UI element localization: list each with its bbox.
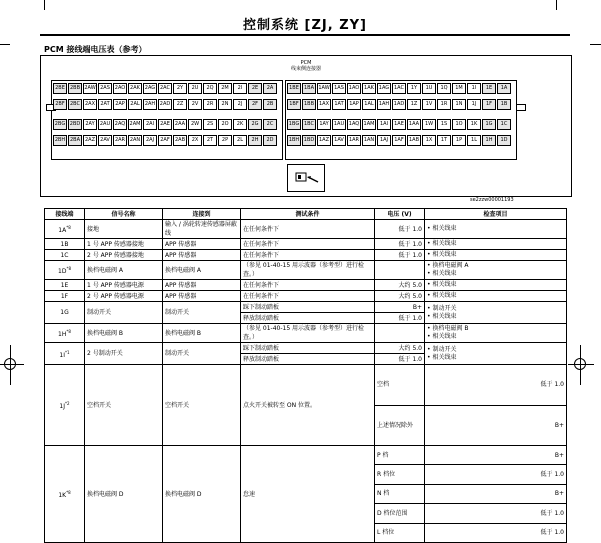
connected-to-cell: 换档电磁阀 D: [163, 446, 241, 543]
registration-mark: [4, 358, 16, 370]
connector-pin: 1AJ: [377, 135, 391, 146]
inspection-item: • 相关线束: [427, 225, 457, 232]
terminal-footnote: *1: [65, 349, 70, 355]
inspection-cell: [425, 302, 567, 324]
connector-pin: 2AT: [98, 99, 112, 110]
connector-pin: 1BA: [302, 83, 316, 94]
signal-cell: 接地: [85, 220, 163, 239]
condition-cell: 在任何条件下: [241, 239, 375, 250]
voltage-cell: 低于 1.0: [375, 313, 425, 324]
signal-cell: 空档开关: [85, 365, 163, 446]
connector-pin: 2AV: [98, 135, 112, 146]
connector-pin: 2Q: [203, 83, 217, 94]
connector-pin: 2E: [248, 83, 262, 94]
voltage-cell: 低于 1.0: [425, 465, 567, 484]
connector-pin: 1Z: [407, 99, 421, 110]
connector-pin: 2AU: [98, 119, 112, 130]
connector-pin: 1C: [497, 119, 511, 130]
connector-pin: 1AP: [347, 99, 361, 110]
table-row: [45, 343, 567, 354]
connector-pin: 2AZ: [83, 135, 97, 146]
condition-cell: 释放制动踏板: [241, 313, 375, 324]
page-title: 控制系统 [ZJ, ZY]: [243, 18, 367, 33]
connector-pin: 1U: [422, 83, 436, 94]
inspection-item: • 换档电磁阀 B: [427, 325, 469, 332]
connector-pin: 1BG: [287, 119, 301, 130]
terminal-footnote: *8: [66, 329, 71, 334]
connector-pin: 2P: [218, 135, 232, 146]
header-voltage: 电压 (V): [375, 209, 425, 220]
table-row: [45, 302, 567, 313]
connector-pin: 2AP: [113, 99, 127, 110]
terminal-id: 1F: [60, 292, 69, 300]
connected-to-cell: 换档电磁阀 B: [163, 324, 241, 343]
inspection-item: • 相关线束: [427, 292, 457, 299]
inspection-item-text: 制动开关: [432, 304, 457, 312]
connector-pin: 1BB: [302, 99, 316, 110]
voltage-cell: 低于 1.0: [425, 365, 567, 406]
connector-pin: 1AZ: [317, 135, 331, 146]
table-row: [45, 280, 567, 291]
connector-pin: 1X: [422, 135, 436, 146]
inspection-cell: [425, 261, 567, 280]
inspection-item: • 换档电磁阀 A: [427, 262, 469, 269]
connector-pin: 2G: [248, 119, 262, 130]
connector-pin: 1P: [452, 135, 466, 146]
crop-mark: [556, 0, 557, 10]
terminal-footnote: *8: [66, 225, 71, 230]
connector-pin: 2AW: [83, 83, 97, 94]
connector-pin: 2J: [233, 99, 247, 110]
connector-pin: 2AC: [158, 83, 172, 94]
signal-cell: 换档电磁阀 A: [85, 261, 163, 280]
inspection-item-text: 相关线束: [432, 270, 457, 277]
voltage-cell: [375, 324, 425, 343]
voltage-cell: B+: [425, 446, 567, 465]
connector-pin: 1A: [497, 83, 511, 94]
connector-pin: 2BA: [68, 135, 82, 146]
connector-pin: 2AL: [128, 99, 142, 110]
connector-pin: 2V: [188, 99, 202, 110]
terminal-id: 1I: [59, 351, 66, 359]
terminal-cell: [45, 343, 85, 365]
header-test-condition: 测试条件: [241, 209, 375, 220]
connector-pin: 2AJ: [143, 135, 157, 146]
terminal-id: 1A: [58, 227, 67, 234]
figure-code: se2zzw00001193: [470, 197, 514, 203]
terminal-id: 1G: [60, 309, 69, 316]
connector-pin: 1B: [497, 99, 511, 110]
header-terminal: 接线端: [45, 209, 85, 220]
connector-pin: 2T: [203, 135, 217, 146]
connected-to-cell: 制动开关: [163, 302, 241, 324]
table-header-row: [45, 209, 567, 220]
signal-cell: 2 号制动开关: [85, 343, 163, 365]
signal-cell: 换档电磁阀 B: [85, 324, 163, 343]
inspection-item-text: 制动开关: [432, 345, 457, 353]
inspection-item: • 制动开关: [427, 304, 457, 312]
signal-cell: 1 号 APP 传感器电源: [85, 280, 163, 291]
connector-pin: 1I: [467, 83, 481, 94]
connector-pin: 1M: [452, 83, 466, 94]
connector-pin: 2BD: [68, 119, 82, 130]
main-condition-cell: 点火开关被转至 ON 位置。: [241, 365, 375, 446]
terminal-cell: [45, 446, 85, 543]
connector-pin: 2AI: [143, 119, 157, 130]
condition-cell: 踩下制动踏板: [241, 302, 375, 313]
inspection-item: • 相关线束: [427, 281, 457, 288]
terminal-id: 1J: [59, 403, 66, 410]
connector-pin: 1G: [482, 119, 496, 130]
terminal-footnote: *8: [66, 266, 71, 271]
inspection-cell: [425, 324, 567, 343]
terminal-id: 1H: [58, 331, 67, 338]
inspection-item-text: 相关线束: [432, 292, 457, 299]
inspection-item: • 相关线束: [427, 270, 457, 277]
connector-pin: 1T: [437, 135, 451, 146]
connector-pin: 1AY: [317, 119, 331, 130]
terminal-id: 1C: [60, 251, 69, 259]
voltage-cell: 低于 1.0: [375, 250, 425, 261]
registration-mark: [574, 358, 586, 370]
voltage-cell: 大约 5.0: [375, 280, 425, 291]
condition-cell: （参见 01-40-15 用示波器（参考型）进行检查。）: [241, 324, 375, 343]
connector-pin: 1BE: [287, 83, 301, 94]
section-title: PCM 接线端电压表（参考）: [44, 45, 147, 54]
inspection-cell: [425, 220, 567, 239]
voltage-cell: 低于 1.0: [425, 504, 567, 523]
voltage-cell: B+: [425, 484, 567, 503]
connector-pin: 2BE: [53, 83, 67, 94]
inspection-item-text: 相关线束: [432, 281, 457, 288]
connector-pin: 1K: [467, 119, 481, 130]
crop-mark: [590, 44, 601, 45]
inspection-item-text: 相关线束: [432, 240, 457, 247]
connected-to-cell: APP 传感器: [163, 280, 241, 291]
connector-pin: 2AE: [158, 119, 172, 130]
connector-pin: 2AK: [128, 83, 142, 94]
connector-pin: 1Y: [407, 83, 421, 94]
connector-pin: 2AQ: [113, 119, 127, 130]
inspection-item-text: 换档电磁阀 A: [432, 262, 469, 269]
signal-cell: 1 号 APP 传感器接地: [85, 239, 163, 250]
connector-pin: 2AY: [83, 119, 97, 130]
sub-condition-cell: N 档: [375, 484, 425, 503]
connector-pin: 1AG: [377, 83, 391, 94]
connector-pin: 2W: [188, 119, 202, 130]
connector-pin: 1AX: [317, 99, 331, 110]
connector-pin: 2AO: [113, 83, 127, 94]
inspection-item-text: 相关线束: [432, 312, 457, 320]
connector-pin: 1W: [422, 119, 436, 130]
inspection-item: • 相关线束: [427, 240, 457, 247]
connector-probe-icon: [288, 165, 324, 191]
connector-diagram: [40, 55, 572, 197]
table-row: [45, 324, 567, 343]
inspection-item-text: 相关线束: [432, 333, 457, 340]
title-divider: [40, 34, 570, 36]
connector-pin: 1AO: [347, 83, 361, 94]
inspection-item: • 制动开关: [427, 345, 457, 353]
connector-pin: 1AL: [362, 99, 376, 110]
connector-pin: 1AS: [332, 83, 346, 94]
sub-condition-cell: L 档位: [375, 523, 425, 542]
condition-cell: （参见 01-40-15 用示波器（参考型）进行检查。）: [241, 261, 375, 280]
inspection-item-text: 换档电磁阀 B: [432, 325, 469, 332]
connector-pin: 2AM: [128, 119, 142, 130]
table-row: [45, 261, 567, 280]
connector-pin: 2AA: [173, 119, 187, 130]
connector-pin: 1J: [467, 99, 481, 110]
terminal-footnote: *8: [66, 490, 71, 495]
connector-pin: 1AI: [377, 119, 391, 130]
voltage-cell: 低于 1.0: [375, 354, 425, 365]
signal-cell: 2 号 APP 传感器接地: [85, 250, 163, 261]
connector-pin: 1L: [467, 135, 481, 146]
signal-cell: 换档电磁阀 D: [85, 446, 163, 543]
voltage-cell: 低于 1.0: [375, 239, 425, 250]
terminal-id: 1D: [58, 268, 67, 275]
connector-pin: 2AG: [143, 83, 157, 94]
connector-pin: 1E: [482, 83, 496, 94]
inspection-cell: [425, 250, 567, 261]
connector-pin: 1AV: [332, 135, 346, 146]
connector-pin: 2AH: [143, 99, 157, 110]
terminal-id: 1E: [60, 281, 69, 289]
terminal-cell: [45, 324, 85, 343]
terminal-cell: [45, 250, 85, 261]
connector-pin: 1R: [437, 99, 451, 110]
terminal-cell: [45, 280, 85, 291]
connected-to-cell: 制动开关: [163, 343, 241, 365]
connector-pin: 1F: [482, 99, 496, 110]
signal-cell: 制动开关: [85, 302, 163, 324]
voltage-table: [44, 208, 567, 543]
connected-to-cell: 空档开关: [163, 365, 241, 446]
connector-pin: 2H: [248, 135, 262, 146]
sub-condition-cell: R 档位: [375, 465, 425, 484]
condition-cell: 踩下制动踏板: [241, 343, 375, 354]
connector-figure: [287, 164, 325, 192]
connector-pin: 1AU: [332, 119, 346, 130]
connector-pin: 2AF: [158, 135, 172, 146]
voltage-cell: [375, 261, 425, 280]
connector-pin: 2Z: [173, 99, 187, 110]
connector-pin: 2C: [263, 119, 277, 130]
connector-pin: 2BB: [68, 83, 82, 94]
connected-to-cell: APP 传感器: [163, 239, 241, 250]
connector-pin: 1N: [452, 99, 466, 110]
terminal-id: 1K: [58, 492, 67, 499]
inspection-cell: [425, 239, 567, 250]
terminal-cell: [45, 365, 85, 446]
table-row: [45, 220, 567, 239]
signal-cell: 2 号 APP 传感器电源: [85, 291, 163, 302]
connector-pin: 2A: [263, 83, 277, 94]
header-connected-to: 连接到: [163, 209, 241, 220]
connector-pin: 2B: [263, 99, 277, 110]
terminal-footnote: *2: [65, 401, 70, 406]
connector-pin: 2L: [233, 135, 247, 146]
connector-pin: 1AD: [392, 99, 406, 110]
header-signal: 信号名称: [85, 209, 163, 220]
connector-latch: [516, 104, 526, 111]
sub-condition-cell: 上述情况除外: [375, 405, 425, 446]
connector-pin: 1BD: [302, 135, 316, 146]
voltage-cell: 低于 1.0: [375, 220, 425, 239]
condition-cell: 在任何条件下: [241, 250, 375, 261]
connector-pin: 2AX: [83, 99, 97, 110]
table-row: [45, 291, 567, 302]
condition-cell: 在任何条件下: [241, 280, 375, 291]
connector-pin: 2D: [263, 135, 277, 146]
connector-pin: 2AB: [173, 135, 187, 146]
connector-pin: 2AS: [98, 83, 112, 94]
sub-condition-cell: P 档: [375, 446, 425, 465]
connector-pin: 1AN: [362, 135, 376, 146]
connector-pin: 1AC: [392, 83, 406, 94]
crop-mark: [0, 44, 10, 45]
inspection-cell: [425, 343, 567, 365]
connector-pin: 1BF: [287, 99, 301, 110]
connector-pin: 1AK: [362, 83, 376, 94]
connector-pin: 1H: [482, 135, 496, 146]
connector-pin: 2S: [203, 119, 217, 130]
terminal-cell: [45, 261, 85, 280]
inspection-item: • 相关线束: [427, 312, 457, 320]
connector-pin: 2R: [203, 99, 217, 110]
table-row: [45, 446, 567, 465]
connector-pin: 2K: [233, 119, 247, 130]
connector-pin: 1AM: [362, 119, 376, 130]
connector-pin: 2U: [188, 83, 202, 94]
diagram-label-pcm: PCM: [300, 60, 312, 66]
connector-pin: 1AE: [392, 119, 406, 130]
connector-pin: 2M: [218, 83, 232, 94]
connector-pin: 1Q: [437, 83, 451, 94]
connector-pin: 2BC: [68, 99, 82, 110]
connector-pin: 2BH: [53, 135, 67, 146]
connector-pin: 1AA: [407, 119, 421, 130]
table-row: [45, 250, 567, 261]
connector-pin: 1AH: [377, 99, 391, 110]
connector-pin: 1S: [437, 119, 451, 130]
connector-pin: 2BF: [53, 99, 67, 110]
condition-cell: 释放制动踏板: [241, 354, 375, 365]
inspection-item: • 相关线束: [427, 251, 457, 258]
connector-pin: 2O: [218, 119, 232, 130]
connector-pin: 1AF: [392, 135, 406, 146]
connector-pin: 2Y: [173, 83, 187, 94]
connector-pin: 2AD: [158, 99, 172, 110]
table-row: [45, 239, 567, 250]
voltage-cell: B+: [375, 302, 425, 313]
terminal-cell: [45, 220, 85, 239]
sub-condition-cell: 空档: [375, 365, 425, 406]
connector-pin: 1O: [452, 119, 466, 130]
inspection-cell: [425, 291, 567, 302]
connected-to-cell: 输入 / 涡轮转速传感器屏蔽线: [163, 220, 241, 239]
connector-pin: 2AN: [128, 135, 142, 146]
connector-pin: 2F: [248, 99, 262, 110]
crop-mark: [44, 0, 45, 10]
diagram-label: [41, 60, 571, 72]
inspection-item: • 相关线束: [427, 353, 457, 361]
connector-pin: 1BH: [287, 135, 301, 146]
connector-pin: 1AT: [332, 99, 346, 110]
connector-pin: 1AQ: [347, 119, 361, 130]
connector-pin: 1D: [497, 135, 511, 146]
sub-condition-cell: D 档位范围: [375, 504, 425, 523]
connector-pin: 1AW: [317, 83, 331, 94]
terminal-cell: [45, 291, 85, 302]
inspection-item-text: 相关线束: [432, 353, 457, 361]
condition-cell: 在任何条件下: [241, 220, 375, 239]
inspection-cell: [425, 280, 567, 291]
connector-pin: 2N: [218, 99, 232, 110]
connector-pin: 1AB: [407, 135, 421, 146]
terminal-cell: [45, 239, 85, 250]
connector-pin: 2I: [233, 83, 247, 94]
connector-pin: 1BC: [302, 119, 316, 130]
voltage-cell: 低于 1.0: [425, 523, 567, 542]
connector-pin: 2BG: [53, 119, 67, 130]
inspection-item-text: 相关线束: [432, 225, 457, 232]
table-body: [45, 220, 567, 543]
terminal-id: 1B: [60, 240, 69, 248]
table-row: [45, 365, 567, 406]
diagram-label-harness: 线束侧连接器: [290, 66, 321, 72]
connected-to-cell: 换档电磁阀 A: [163, 261, 241, 280]
connector-pin: 1V: [422, 99, 436, 110]
voltage-cell: 大约 5.0: [375, 343, 425, 354]
voltage-cell: B+: [425, 405, 567, 446]
terminal-cell: [45, 302, 85, 324]
connector-pin: 1AR: [347, 135, 361, 146]
connector-pin: 2X: [188, 135, 202, 146]
voltage-cell: 大约 5.0: [375, 291, 425, 302]
inspection-item-text: 相关线束: [432, 251, 457, 258]
connected-to-cell: APP 传感器: [163, 250, 241, 261]
main-condition-cell: 怠速: [241, 446, 375, 543]
condition-cell: 在任何条件下: [241, 291, 375, 302]
inspection-item: • 相关线束: [427, 333, 457, 340]
header-inspection-item: 检查项目: [425, 209, 567, 220]
connector-pin: 2AR: [113, 135, 127, 146]
connected-to-cell: APP 传感器: [163, 291, 241, 302]
